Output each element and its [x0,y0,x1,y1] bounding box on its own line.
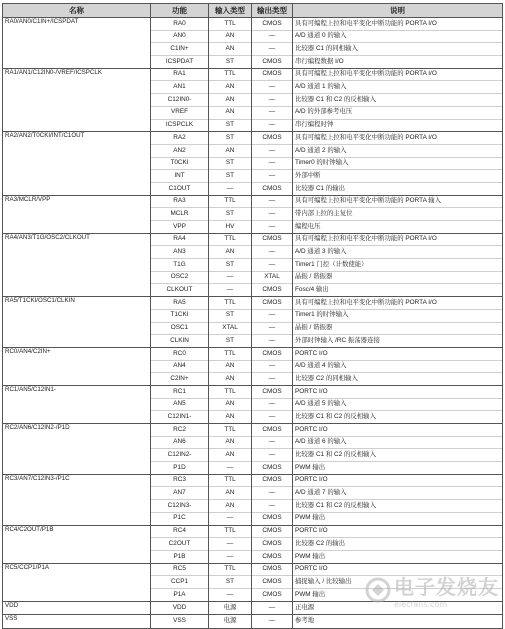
function-cell: RA1 [151,68,209,81]
output-type-cell: — [252,335,293,348]
description-cell: 外部时钟输入 /RC 振荡器连接 [293,335,503,348]
description-cell: PWM 输出 [293,588,503,601]
description-cell: PORTC I/O [293,385,503,398]
output-type-cell: CMOS [252,538,293,551]
header-description: 说明 [293,4,503,18]
input-type-cell: — [209,182,252,195]
description-cell: 比较器 C2 的输出 [293,538,503,551]
description-cell: 比较器 C2 的同相输入 [293,373,503,386]
description-cell: PORTC I/O [293,424,503,437]
function-cell: P1B [151,550,209,563]
input-type-cell: ST [209,576,252,589]
input-type-cell: AN [209,360,252,373]
output-type-cell: — [252,449,293,462]
pin-description-table [2,3,503,629]
pin-name-cell: RC1/AN5/C12IN1- [3,385,151,423]
function-cell: ICSPDAT [151,56,209,69]
output-type-cell: — [252,411,293,424]
function-cell: RA4 [151,233,209,246]
input-type-cell: — [209,550,252,563]
table-row [3,68,503,81]
table-row [3,297,503,310]
description-cell: PWM 输出 [293,512,503,525]
table-body [3,18,503,629]
output-type-cell: — [252,259,293,272]
description-cell: A/D 通道 6 的输入 [293,436,503,449]
input-type-cell: AN [209,81,252,94]
input-type-cell: AN [209,43,252,56]
output-type-cell: — [252,373,293,386]
output-type-cell: — [252,309,293,322]
function-cell: AN7 [151,487,209,500]
output-type-cell: CMOS [252,588,293,601]
output-type-cell: CMOS [252,297,293,310]
pin-name-cell: VDD [3,601,151,615]
function-cell: CCP1 [151,576,209,589]
description-cell: Timer0 的时钟输入 [293,157,503,170]
input-type-cell: — [209,538,252,551]
description-cell: 参考地 [293,615,503,629]
output-type-cell: — [252,246,293,259]
table-row [3,563,503,576]
description-cell: 比较器 C1 和 C2 的反相输入 [293,449,503,462]
function-cell: RC4 [151,525,209,538]
function-cell: AN0 [151,30,209,43]
table-row [3,132,503,145]
pin-name-cell: RC4/C2OUT/P1B [3,525,151,563]
description-cell: 比较器 C1 和 C2 的反相输入 [293,411,503,424]
table-row [3,347,503,360]
function-cell: VPP [151,221,209,234]
function-cell: P1A [151,588,209,601]
function-cell: T1G [151,259,209,272]
function-cell: RC1 [151,385,209,398]
description-cell: 比较器 C1 的输出 [293,182,503,195]
input-type-cell: AN [209,144,252,157]
description-cell: 具有可编程上拉和电平变化中断功能的 PORTA I/O [293,233,503,246]
input-type-cell: AN [209,436,252,449]
description-cell: 带内部上拉的主复位 [293,208,503,221]
input-type-cell: TTL [209,563,252,576]
description-cell: 比较器 C1 的同相输入 [293,43,503,56]
description-cell: A/D 通道 3 的输入 [293,246,503,259]
description-cell: A/D 通道 4 的输入 [293,360,503,373]
output-type-cell: XTAL [252,271,293,284]
table-header [3,4,503,18]
header-name: 名称 [3,4,151,18]
input-type-cell: TTL [209,424,252,437]
function-cell: AN4 [151,360,209,373]
function-cell: C12IN0- [151,94,209,107]
input-type-cell: — [209,271,252,284]
description-cell: 外部中断 [293,170,503,183]
function-cell: P1C [151,512,209,525]
table-row [3,525,503,538]
description-cell: PORTC I/O [293,525,503,538]
output-type-cell: — [252,487,293,500]
function-cell: C1IN+ [151,43,209,56]
output-type-cell: CMOS [252,576,293,589]
function-cell: P1D [151,462,209,475]
description-cell: A/D 的外部参考电压 [293,106,503,119]
function-cell: AN2 [151,144,209,157]
input-type-cell: AN [209,94,252,107]
function-cell: MCLR [151,208,209,221]
function-cell: VSS [151,615,209,629]
pin-name-cell: RC0/AN4/C2IN+ [3,347,151,385]
input-type-cell: AN [209,106,252,119]
output-type-cell: CMOS [252,563,293,576]
function-cell: RC0 [151,347,209,360]
watermark-text: 电子发烧友 [394,575,499,599]
output-type-cell: — [252,81,293,94]
function-cell: AN6 [151,436,209,449]
output-type-cell: CMOS [252,68,293,81]
input-type-cell: AN [209,449,252,462]
input-type-cell: ST [209,335,252,348]
input-type-cell: ST [209,132,252,145]
input-type-cell: TTL [209,68,252,81]
output-type-cell: — [252,43,293,56]
input-type-cell: TTL [209,297,252,310]
pin-name-cell: RA5/T1CKI/OSC1/CLKIN [3,297,151,348]
description-cell: 晶振 / 谐振器 [293,271,503,284]
description-cell: Timer1 的时钟输入 [293,309,503,322]
description-cell: 比较器 C1 和 C2 的反相输入 [293,500,503,513]
description-cell: PORTC I/O [293,474,503,487]
description-cell: PORTC I/O [293,347,503,360]
input-type-cell: TTL [209,385,252,398]
pin-name-cell: RC2/AN6/C12IN2-/P1D [3,424,151,475]
table-row [3,615,503,629]
input-type-cell: AN [209,373,252,386]
input-type-cell: AN [209,246,252,259]
output-type-cell: — [252,360,293,373]
input-type-cell: 电源 [209,601,252,615]
input-type-cell: ST [209,119,252,132]
function-cell: OSC2 [151,271,209,284]
table-row [3,424,503,437]
function-cell: CLKIN [151,335,209,348]
function-cell: C2IN+ [151,373,209,386]
table-row [3,195,503,208]
function-cell: C1OUT [151,182,209,195]
description-cell: 捕捉输入 / 比较输出 [293,576,503,589]
input-type-cell: ST [209,157,252,170]
input-type-cell: TTL [209,195,252,208]
input-type-cell: ST [209,170,252,183]
description-cell: 串行编程时钟 [293,119,503,132]
description-cell: 具有可编程上拉和电平变化中断功能的 PORTA 输入 [293,195,503,208]
input-type-cell: TTL [209,18,252,31]
description-cell: 晶振 / 谐振器 [293,322,503,335]
table-row [3,385,503,398]
output-type-cell: — [252,208,293,221]
output-type-cell: CMOS [252,424,293,437]
input-type-cell: AN [209,30,252,43]
input-type-cell: TTL [209,525,252,538]
output-type-cell: — [252,436,293,449]
input-type-cell: ST [209,208,252,221]
header-output-type: 输出类型 [252,4,293,18]
description-cell: A/D 通道 2 的输入 [293,144,503,157]
input-type-cell: AN [209,398,252,411]
pin-name-cell: RA1/AN1/C12IN0-/VREF/ICSPCLK [3,68,151,131]
header-row [3,4,503,18]
output-type-cell: — [252,398,293,411]
input-type-cell: — [209,462,252,475]
function-cell: RC3 [151,474,209,487]
input-type-cell: ST [209,56,252,69]
input-type-cell: — [209,512,252,525]
output-type-cell: CMOS [252,233,293,246]
input-type-cell: ST [209,259,252,272]
output-type-cell: — [252,30,293,43]
table-row [3,18,503,31]
function-cell: C12IN1- [151,411,209,424]
output-type-cell: — [252,195,293,208]
function-cell: T1CKI [151,309,209,322]
output-type-cell: CMOS [252,182,293,195]
description-cell: 具有可编程上拉和电平变化中断功能的 PORTA I/O [293,18,503,31]
function-cell: AN3 [151,246,209,259]
input-type-cell: AN [209,411,252,424]
input-type-cell: — [209,588,252,601]
output-type-cell: CMOS [252,462,293,475]
pin-name-cell: RC5/CCP1/P1A [3,563,151,601]
function-cell: RA2 [151,132,209,145]
input-type-cell: AN [209,500,252,513]
header-input-type: 输入类型 [209,4,252,18]
function-cell: CLKOUT [151,284,209,297]
input-type-cell: 电源 [209,615,252,629]
pin-name-cell: RC3/AN7/C12IN3-/P1C [3,474,151,525]
output-type-cell: — [252,94,293,107]
description-cell: 比较器 C1 和 C2 的反相输入 [293,94,503,107]
description-cell: A/D 通道 5 的输入 [293,398,503,411]
output-type-cell: — [252,615,293,629]
input-type-cell: XTAL [209,322,252,335]
output-type-cell: CMOS [252,512,293,525]
pin-name-cell: RA4/AN3/T1G/OSC2/CLKOUT [3,233,151,296]
input-type-cell: TTL [209,474,252,487]
input-type-cell: ST [209,309,252,322]
output-type-cell: CMOS [252,284,293,297]
description-cell: 编程电压 [293,221,503,234]
function-cell: RA3 [151,195,209,208]
output-type-cell: CMOS [252,385,293,398]
output-type-cell: CMOS [252,132,293,145]
function-cell: INT [151,170,209,183]
output-type-cell: — [252,601,293,615]
function-cell: C12IN3- [151,500,209,513]
input-type-cell: AN [209,487,252,500]
output-type-cell: CMOS [252,525,293,538]
description-cell: 正电源 [293,601,503,615]
table-row [3,233,503,246]
description-cell: 具有可编程上拉和电平变化中断功能的 PORTA I/O [293,68,503,81]
table-row [3,601,503,615]
function-cell: OSC1 [151,322,209,335]
pin-name-cell: RA2/AN2/T0CKI/INT/C1OUT [3,132,151,195]
output-type-cell: — [252,500,293,513]
output-type-cell: CMOS [252,550,293,563]
function-cell: VDD [151,601,209,615]
function-cell: AN1 [151,81,209,94]
input-type-cell: — [209,284,252,297]
output-type-cell: — [252,221,293,234]
pin-name-cell: VSS [3,615,151,629]
input-type-cell: TTL [209,347,252,360]
description-cell: 串行编程数据 I/O [293,56,503,69]
description-cell: PWM 输出 [293,550,503,563]
description-cell: Fosc/4 输出 [293,284,503,297]
output-type-cell: CMOS [252,347,293,360]
output-type-cell: — [252,322,293,335]
description-cell: A/D 通道 0 的输入 [293,30,503,43]
description-cell: PORTC I/O [293,563,503,576]
output-type-cell: CMOS [252,474,293,487]
function-cell: T0CKI [151,157,209,170]
function-cell: RC2 [151,424,209,437]
output-type-cell: CMOS [252,56,293,69]
pin-name-cell: RA3/MCLR/VPP [3,195,151,233]
pin-name-cell: RA0/AN0/C1IN+/ICSPDAT [3,18,151,69]
header-function: 功能 [151,4,209,18]
output-type-cell: — [252,144,293,157]
function-cell: C2OUT [151,538,209,551]
function-cell: AN5 [151,398,209,411]
function-cell: ICSPCLK [151,119,209,132]
function-cell: RA5 [151,297,209,310]
output-type-cell: — [252,170,293,183]
description-cell: A/D 通道 1 的输入 [293,81,503,94]
function-cell: VREF [151,106,209,119]
function-cell: RC5 [151,563,209,576]
input-type-cell: HV [209,221,252,234]
description-cell: Timer1 门控（计数使能） [293,259,503,272]
output-type-cell: CMOS [252,18,293,31]
watermark-subtext: elecfans.com [394,600,448,609]
description-cell: 具有可编程上拉和电平变化中断功能的 PORTA I/O [293,297,503,310]
table-row [3,474,503,487]
input-type-cell: TTL [209,233,252,246]
output-type-cell: — [252,157,293,170]
description-cell: 具有可编程上拉和电平变化中断功能的 PORTA I/O [293,132,503,145]
function-cell: C12IN2- [151,449,209,462]
description-cell: A/D 通道 7 的输入 [293,487,503,500]
output-type-cell: — [252,106,293,119]
description-cell: PWM 输出 [293,462,503,475]
function-cell: RA0 [151,18,209,31]
output-type-cell: — [252,119,293,132]
